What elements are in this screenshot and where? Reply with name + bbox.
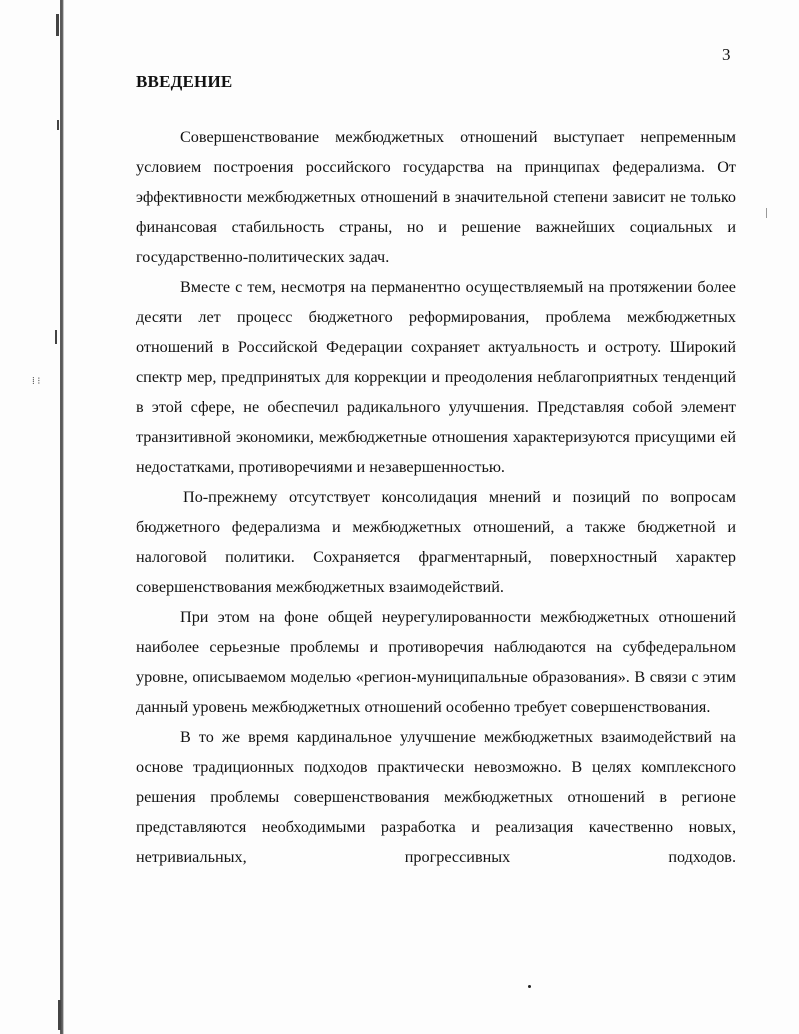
scan-dot [528,985,531,988]
scan-speck [56,14,59,36]
scan-margin-mark [766,208,767,218]
paragraph-3: По-прежнему отсутствует консолидация мнений и позиций по вопросам бюджетного федерализма и межбюджетных отношений, а также бюджетной и налоговой политики. Сохраняется фрагментарный, поверхностный характер совершенствования межбюджетных взаимодействий. [136,488,736,596]
paragraph-2: Вместе с тем, несмотря на перманентно осуществляемый на протяжении более десяти лет процесс бюджетного реформирования, проблема межбюджетных отношений в Российской Федерации сохраняет актуальность и остроту. Широкий спектр мер, предпринятых для коррекции и преодоления неблагоприятных тенденций в этой сфере, не обеспечил радикального улучшения. Представляя собой элемент транзитивной экономики, межбюджетные отношения характеризуются присущими ей недостатками, противоречиями и незавершенностью. [136,278,736,476]
paragraph-5: В то же время кардинальное улучшение межбюджетных взаимодействий на основе традиционных подходов практически невозможно. В целях комплексного решения проблемы совершенствования межбюджетных отношений в регионе представляются необходимыми разработка и реализация качественно новых, нетривиальных, прогрессивных подходов. [136,728,736,866]
scan-margin-mark: ⁞ ⁝ [32,376,41,387]
scan-speck [58,1000,61,1030]
paragraph-4: При этом на фоне общей неурегулированности межбюджетных отношений наиболее серьезные проблемы и противоречия наблюдаются на субфедеральном уровне, описываемом моделью «регион-муниципальные образования». В связи с этим данный уровень межбюджетных отношений особенно требует совершенствования. [136,608,736,716]
body-text [136,122,736,872]
scan-binding-edge [60,0,64,1034]
section-heading: ВВЕДЕНИЕ [136,72,233,91]
page-number: 3 [722,45,731,64]
scan-speck [55,330,57,344]
paragraph-1: Совершенствование межбюджетных отношений выступает непременным условием построения российского государства на принципах федерализма. От эффективности межбюджетных отношений в значительной степени зависит не только финансовая стабильность страны, но и решение важнейших социальных и государственно-политических задач. [136,128,736,266]
scan-speck [57,120,59,130]
